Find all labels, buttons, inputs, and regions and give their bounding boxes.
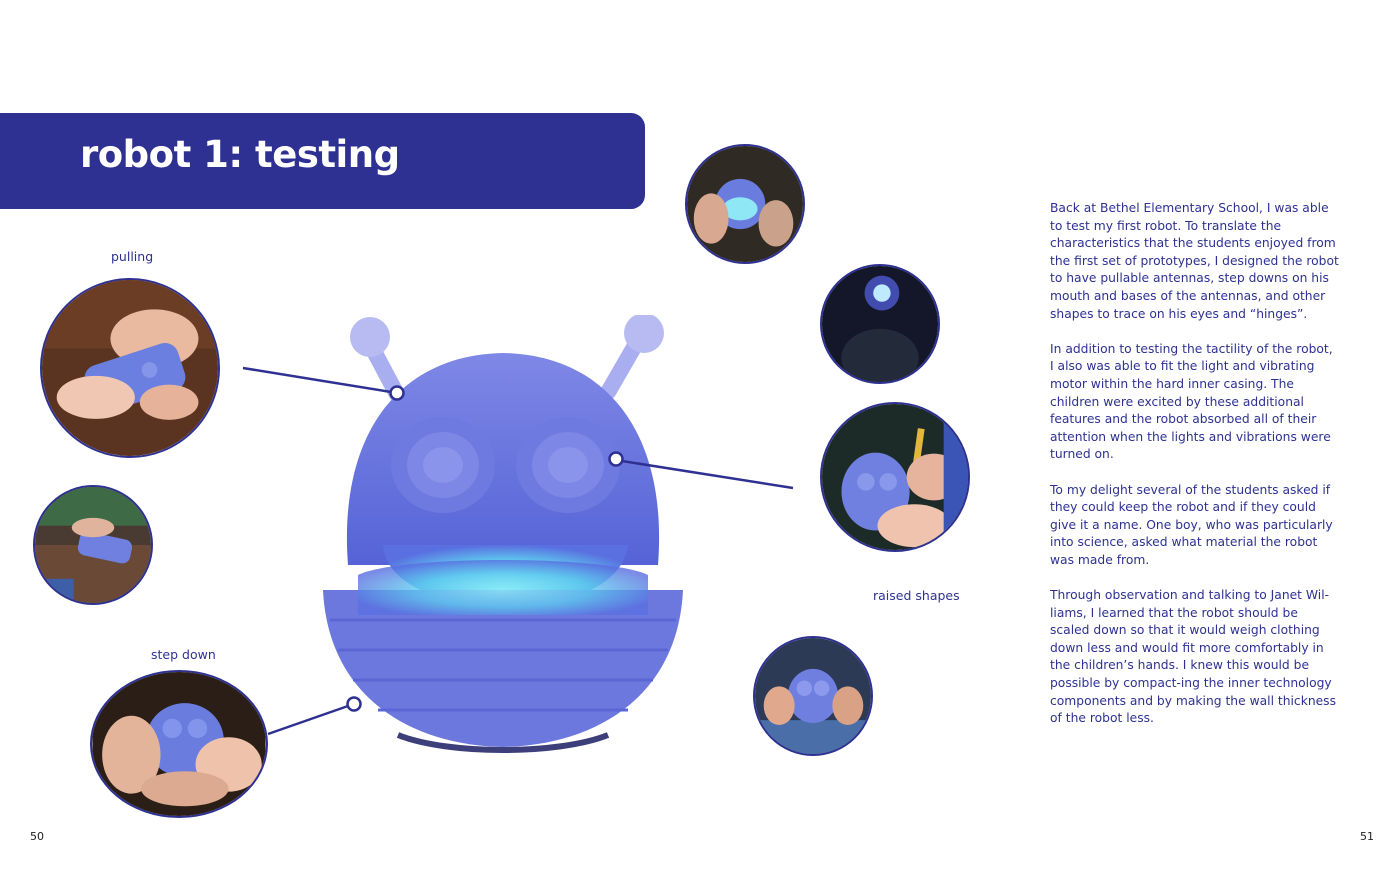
label-pulling: pulling — [111, 249, 154, 264]
title-banner — [0, 113, 645, 209]
page-number-right: 51 — [1360, 830, 1374, 843]
photo-glow-hands-image — [687, 146, 803, 262]
right-antenna — [598, 315, 664, 402]
left-antenna — [350, 317, 407, 405]
photo-glow-hands — [685, 144, 805, 264]
robot-base — [323, 560, 683, 750]
photo-child-table — [33, 485, 153, 605]
photo-pulling-image — [42, 280, 218, 456]
photo-step-down — [90, 670, 268, 818]
photo-raised-shapes-image — [822, 404, 968, 550]
robot-photo — [318, 315, 688, 755]
photo-child-table-image — [35, 487, 151, 603]
page-title: robot 1: testing — [80, 133, 400, 176]
photo-step-down-image — [92, 672, 266, 816]
photo-dark-glow — [820, 264, 940, 384]
photo-dark-glow-image — [822, 266, 938, 382]
photo-pulling — [40, 278, 220, 458]
paragraph-4: Through observation and talking to Janet Wil-liams, I learned that the robot should be scaled down so that it would weigh clothing down less and would fit more comfortably in the children’s hands. I knew this would be possible by compact-ing the inner technology components and by making the wall thickness of the robot less. — [1050, 588, 1336, 726]
paragraph-1: Back at Bethel Elementary School, I was able to test my first robot. To translate the characteristics that the students enjoyed from the first set of prototypes, I designed the robot to have pullable antennas, step downs on his mouth and bases of the antennas, and other shapes to trace on his eyes and “hinges”. — [1050, 201, 1339, 321]
label-raised-shapes: raised shapes — [873, 588, 960, 603]
photo-holding-robot — [753, 636, 873, 756]
paragraph-3: To my delight several of the students asked if they could keep the robot and if they could give it a name. One boy, who was particularly into science, asked what material the robot was made from. — [1050, 482, 1333, 567]
paragraph-2: In addition to testing the tactility of the robot, I also was able to fit the light and vibrating motor within the hard inner casing. The children were excited by these additional features and the robot absorbed all of their attention when the lights and vibrations were turned on. — [1050, 341, 1333, 462]
body-text — [1050, 200, 1340, 745]
label-step-down: step down — [151, 647, 216, 662]
photo-raised-shapes — [820, 402, 970, 552]
page-number-left: 50 — [30, 830, 44, 843]
photo-holding-robot-image — [755, 638, 871, 754]
